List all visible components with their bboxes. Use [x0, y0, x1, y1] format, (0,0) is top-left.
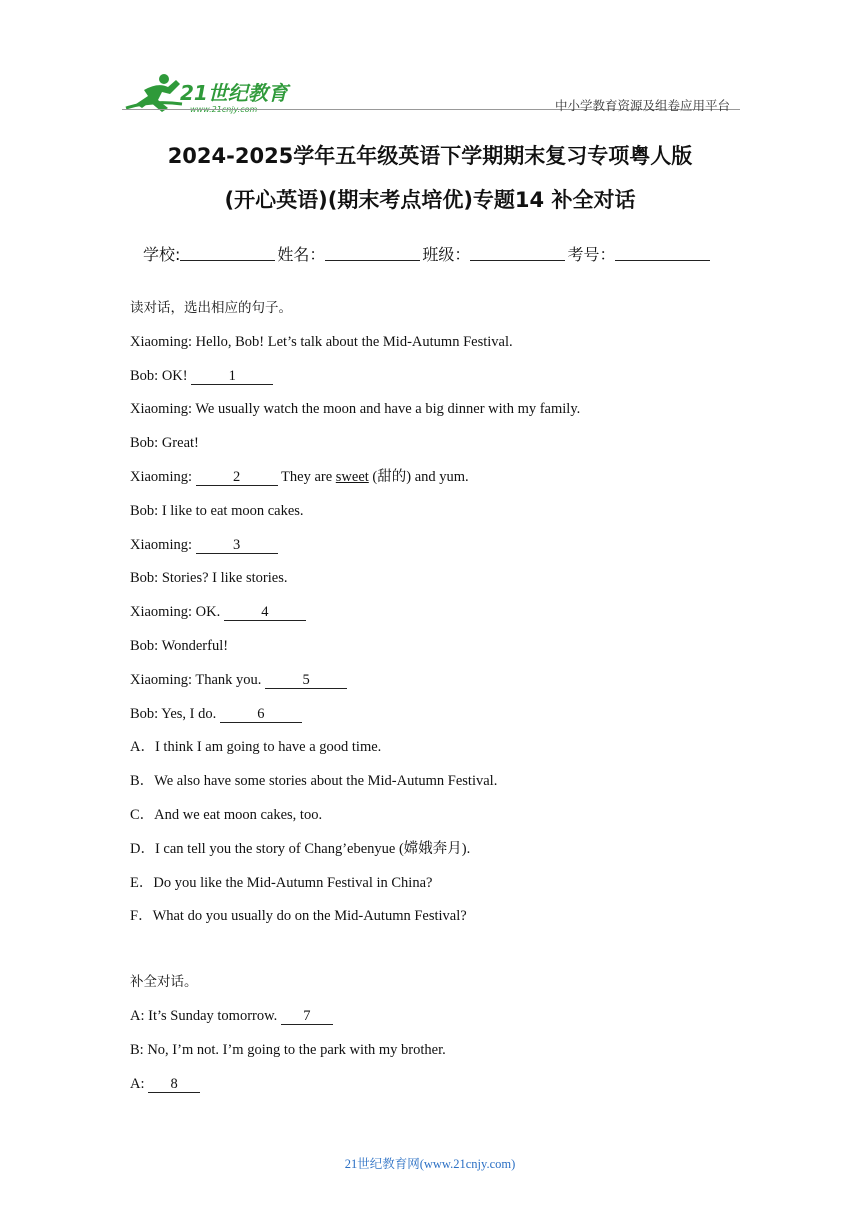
- dialogue-text: Hello, Bob! Let’s talk about the Mid-Autumn Festival.: [195, 333, 513, 350]
- doc-title-line1: 2024-2025学年五年级英语下学期期末复习专项粤人版: [167, 144, 693, 168]
- dialogue-text: No, I’m not. I’m going to the park with my brother.: [147, 1041, 446, 1058]
- doc-title-line2: (开心英语)(期末考点培优)专题14 补全对话: [224, 188, 636, 212]
- speaker-label: Xiaoming:: [130, 604, 196, 621]
- s1-line: [130, 393, 750, 427]
- s1-line: [130, 698, 750, 732]
- s1-line: [130, 630, 750, 664]
- class-label: 班级：: [422, 245, 471, 264]
- speaker-label: Bob:: [130, 637, 162, 654]
- dialogue-text: They are: [281, 468, 336, 485]
- footer-link[interactable]: 21世纪教育网(www.21cnjy.com): [344, 1157, 516, 1171]
- option-item: F．What do you usually do on the Mid-Autumn Festival?: [130, 908, 467, 925]
- speaker-label: A:: [130, 1075, 149, 1092]
- number-field[interactable]: [615, 242, 710, 261]
- s2-line: [130, 1000, 750, 1034]
- svg-text:21世纪教育: 21世纪教育: [180, 81, 288, 105]
- option-item: A．I think I am going to have a good time.: [130, 739, 382, 756]
- speaker-label: A:: [130, 1007, 149, 1024]
- keyword-sweet: sweet: [335, 468, 369, 485]
- dialogue-text: Stories? I like stories.: [161, 570, 288, 587]
- s1-line: [130, 596, 750, 630]
- s2-line: [130, 1068, 750, 1102]
- dialogue-text: Thank you.: [195, 671, 266, 688]
- dialogue-text: Wonderful!: [161, 637, 229, 654]
- dialogue-2: [130, 1000, 750, 1101]
- speaker-label: Xiaoming:: [130, 671, 196, 688]
- section1-instruction: 读对话，选出相应的句子。: [130, 300, 292, 316]
- answer-blank-3[interactable]: 3: [196, 537, 278, 554]
- answer-blank-4[interactable]: 4: [224, 604, 306, 621]
- s1-line: [130, 529, 750, 563]
- name-field[interactable]: [325, 242, 420, 261]
- speaker-label: Bob:: [130, 367, 162, 384]
- s1-line: [130, 427, 750, 461]
- name-label: 姓名：: [277, 245, 326, 264]
- exercise-content: [130, 292, 750, 1101]
- option-item: C．And we eat moon cakes, too.: [130, 806, 323, 823]
- speaker-label: B:: [130, 1041, 148, 1058]
- option-item: B．We also have some stories about the Mid-Autumn Festival.: [130, 773, 498, 790]
- s1-line: [130, 495, 750, 529]
- speaker-label: Xiaoming:: [130, 333, 196, 350]
- s1-line: [130, 562, 750, 596]
- speaker-label: Xiaoming:: [130, 468, 196, 485]
- section2-instruction: 补全对话。: [130, 974, 198, 991]
- school-field[interactable]: [180, 242, 275, 261]
- student-info-row: [143, 242, 712, 265]
- s2-line: [130, 1034, 750, 1068]
- answer-blank-6[interactable]: 6: [220, 706, 302, 723]
- s1-line: [130, 326, 750, 360]
- s1-line: [130, 360, 750, 394]
- answer-blank-5[interactable]: 5: [265, 672, 347, 689]
- dialogue-text: OK!: [161, 367, 192, 384]
- page-header: [0, 0, 860, 120]
- speaker-label: Xiaoming:: [130, 401, 196, 418]
- dialogue-text: We usually watch the moon and have a big dinner with my family.: [195, 401, 581, 418]
- number-label: 考号：: [567, 245, 616, 264]
- dialogue-text: OK.: [195, 604, 224, 621]
- speaker-label: Bob:: [130, 502, 162, 519]
- dialogue-text: Yes, I do.: [161, 705, 220, 722]
- option-item: E．Do you like the Mid-Autumn Festival in China?: [130, 874, 433, 891]
- dialogue-text: (甜的) and yum.: [368, 468, 469, 485]
- dialogue-1: [130, 326, 750, 732]
- dialogue-text: I like to eat moon cakes.: [161, 502, 304, 519]
- dialogue-text: It’s Sunday tomorrow.: [148, 1007, 281, 1024]
- answer-blank-7[interactable]: 7: [281, 1008, 333, 1025]
- speaker-label: Bob:: [130, 570, 162, 587]
- school-label: 学校:: [143, 245, 181, 264]
- answer-blank-8[interactable]: 8: [148, 1076, 200, 1093]
- class-field[interactable]: [470, 242, 565, 261]
- s1-line: [130, 461, 750, 495]
- option-item: D．I can tell you the story of Chang’ebenyue (嫦娥奔月).: [130, 840, 471, 857]
- speaker-label: Bob:: [130, 705, 162, 722]
- s1-line: [130, 664, 750, 698]
- speaker-label: Xiaoming:: [130, 536, 196, 553]
- options-list: [130, 731, 750, 934]
- dialogue-text: Great!: [161, 435, 199, 452]
- speaker-label: Bob:: [130, 435, 162, 452]
- answer-blank-1[interactable]: 1: [191, 368, 273, 385]
- platform-text: 中小学教育资源及组卷应用平台: [554, 98, 730, 113]
- answer-blank-2[interactable]: 2: [196, 469, 278, 486]
